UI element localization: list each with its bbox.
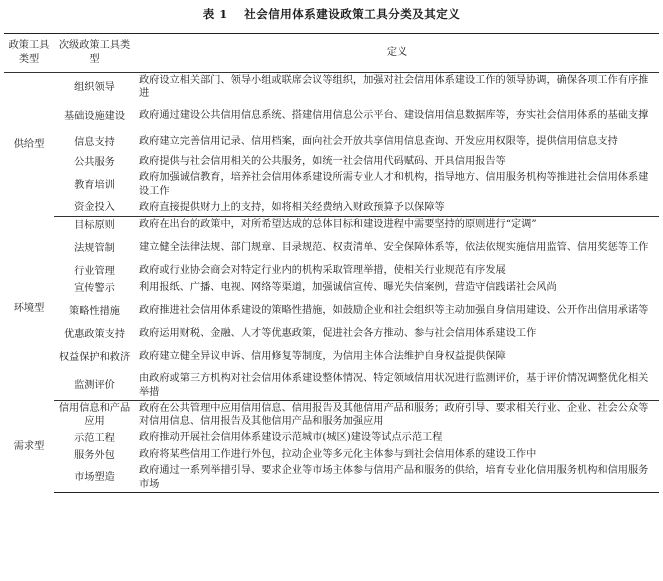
header-definition: 定义 [135, 34, 659, 73]
definition-cell: 政府推进社会信用体系建设的策略性措施，如鼓励企业和社会组织等主动加强自身信用建设、公开作出信用承诺等 [139, 305, 649, 317]
subtype-cell: 市场塑造 [54, 464, 135, 493]
header-type: 政策工具类型 [4, 34, 54, 73]
definition-cell: 政府推动开展社会信用体系建设示范城市(城区)建设等试点示范工程 [139, 432, 443, 444]
table-row [4, 447, 659, 464]
category-cell: 供给型 [13, 138, 45, 150]
definition-cell: 政府设立相关部门、领导小组或联席会议等组织，加强对社会信用体系建设工作的领导协调，确保各项工作有序推进 [139, 74, 649, 100]
subtype-cell: 宣传警示 [74, 282, 115, 294]
table-row [4, 131, 659, 154]
table-title: 社会信用体系建设政策工具分类及其定义 [244, 7, 461, 21]
table-row [4, 73, 659, 102]
table-body [4, 73, 659, 493]
subtype-cell: 基础设施建设 [63, 110, 126, 122]
definition-cell: 政府建立健全异议申诉、信用修复等制度，为信用主体合法维护自身权益提供保障 [139, 351, 506, 363]
table-row [4, 171, 659, 200]
definition-cell: 政府提供与社会信用相关的公共服务，如统一社会信用代码赋码、开具信用报告等 [139, 156, 506, 168]
table-row [4, 297, 659, 326]
table-row [4, 102, 659, 131]
table-row [4, 234, 659, 263]
definition-cell: 政府在公共管理中应用信用信息、信用报告及其他信用产品和服务；政府引导、要求相关行业、企业、社会公众等对信用信息、信用报告及其他信用产品和服务加强应用 [139, 402, 649, 428]
subtype-cell: 信息支持 [74, 136, 115, 148]
definition-cell: 政府通过建设公共信用信息系统、搭建信用信息公示平台、建设信用信息数据库等，夯实社会信用体系的基础支撑 [139, 110, 649, 122]
table-row [4, 217, 659, 234]
subtype-cell: 权益保护和救济 [58, 351, 131, 363]
subtype-cell: 教育培训 [74, 179, 115, 191]
definition-cell: 政府在出台的政策中，对所希望达成的总体目标和建设进程中需要坚持的原则进行“定调” [139, 219, 537, 231]
subtype-cell: 优惠政策支持 [63, 328, 126, 340]
definition-cell: 政府直接提供财力上的支持，如将相关经费纳入财政预算予以保障等 [135, 200, 659, 217]
table-row [4, 401, 659, 430]
definition-cell: 由政府或第三方机构对社会信用体系建设整体情况、特定领域信用状况进行监测评价，基于评价情况调整优化相关举措 [135, 372, 659, 401]
definition-cell: 政府将某些信用工作进行外包，拉动企业等多元化主体参与到社会信用体系的建设工作中 [139, 449, 537, 461]
subtype-cell: 资金投入 [54, 200, 135, 217]
definition-cell: 政府运用财税、金融、人才等优惠政策，促进社会各方推动、参与社会信用体系建设工作 [139, 328, 537, 340]
header-subtype: 次级政策工具类型 [54, 34, 135, 73]
subtype-cell: 策略性措施 [69, 305, 120, 317]
subtype-cell: 服务外包 [74, 449, 115, 461]
table-number: 表 1 [202, 7, 228, 21]
category-cell: 需求型 [13, 440, 45, 452]
table-row [4, 343, 659, 372]
table-row [4, 154, 659, 171]
definition-cell: 利用报纸、广播、电视、网络等渠道，加强诚信宣传、曝光失信案例，营造守信践诺社会风尚 [139, 282, 557, 294]
category-cell: 环境型 [13, 302, 45, 314]
subtype-cell: 行业管理 [74, 265, 115, 277]
definition-cell: 政府通过一系列举措引导、要求企业等市场主体参与信用产品和服务的供给，培育专业化信用服务机构和信用服务市场 [135, 464, 659, 493]
subtype-cell: 组织领导 [74, 81, 115, 93]
table-row [4, 430, 659, 447]
definition-cell: 政府建立完善信用记录、信用档案，面向社会开放共享信用信息查询、开发应用权限等，提供信用信息支持 [139, 136, 618, 148]
subtype-cell: 监测评价 [54, 372, 135, 401]
definition-cell: 政府加强诚信教育，培养社会信用体系建设所需专业人才和机构，指导地方、信用服务机构等推进社会信用体系建设工作 [139, 172, 649, 197]
table-caption [0, 6, 663, 22]
table-row [4, 200, 659, 217]
policy-tools-table [4, 33, 659, 493]
table-row [4, 464, 659, 493]
subtype-cell: 公共服务 [74, 156, 115, 168]
subtype-cell: 信用信息和产品应用 [58, 403, 131, 428]
subtype-cell: 法规管制 [74, 242, 115, 254]
subtype-cell: 示范工程 [74, 432, 115, 444]
table-row [4, 263, 659, 280]
table-row [4, 326, 659, 343]
definition-cell: 建立健全法律法规、部门规章、目录规范、权责清单、安全保障体系等，依法依规实施信用监管、信用奖惩等工作 [139, 242, 649, 254]
table-row [4, 280, 659, 297]
definition-cell: 政府或行业协会商会对特定行业内的机构采取管理举措，使相关行业规范有序发展 [139, 265, 506, 277]
table-row [4, 372, 659, 401]
subtype-cell: 目标原则 [74, 219, 115, 231]
